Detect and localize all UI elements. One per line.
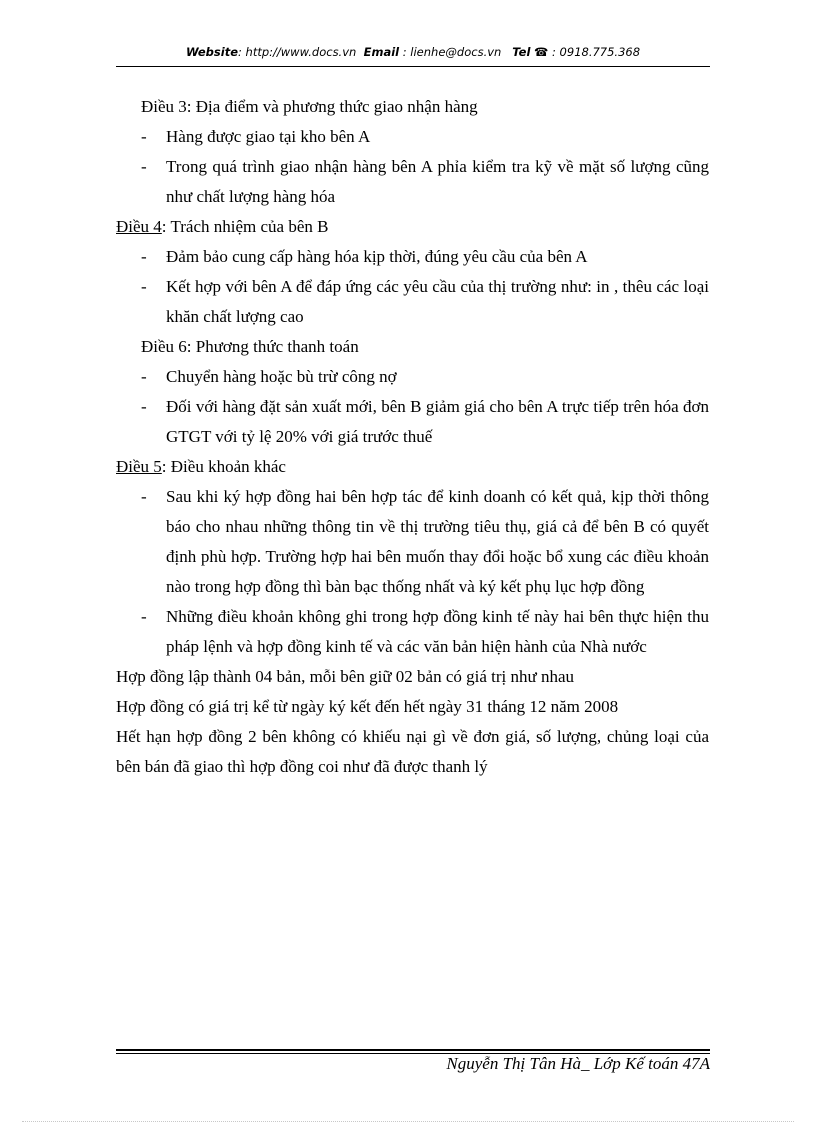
list-item: [116, 242, 709, 272]
dieu5-heading: [116, 452, 709, 482]
dieu4-heading-text: : Trách nhiệm của bên B: [161, 217, 329, 236]
document-body: [116, 92, 709, 782]
dieu5-heading-number: Điều 5: [116, 457, 162, 476]
dash-bullet: -: [141, 247, 147, 266]
website-label: Website: [185, 45, 239, 59]
list-item-text: Những điều khoản không ghi trong hợp đồng kinh tế này hai bên thực hiện thu pháp lệnh và hợp đồng kinh tế và các văn bản hiện hành của Nhà nước: [166, 607, 709, 656]
list-item: [116, 362, 709, 392]
dieu4-heading-number: Điều 4: [116, 217, 162, 236]
footer-author: Nguyễn Thị Tân Hà_ Lớp Kế toán 47A: [446, 1054, 710, 1073]
list-item: [116, 482, 709, 602]
closing-copies: Hợp đồng lập thành 04 bản, mỗi bên giữ 02 bản có giá trị như nhau: [116, 667, 575, 686]
list-item-text: Sau khi ký hợp đồng hai bên hợp tác để kinh doanh có kết quả, kịp thời thông báo cho nhau những thông tin về thị trường tiêu thụ, giá cả để bên B có quyết định phù hợp. Trường hợp hai bên muốn thay đổi hoặc bổ xung các điều khoản nào trong hợp đồng thì bàn bạc thống nhất và ký kết phụ lục hợp đồng: [166, 487, 709, 596]
list-item: [116, 122, 709, 152]
phone-icon: ☎: [534, 45, 549, 59]
email-address: : lienhe@docs.vn: [399, 45, 502, 59]
list-item: [116, 152, 709, 212]
dash-bullet: -: [141, 487, 147, 506]
dash-bullet: -: [141, 157, 147, 176]
closing-liquidation: Hết hạn hợp đồng 2 bên không có khiếu nại gì về đơn giá, số lượng, chủng loại của bên bán đã giao thì hợp đồng coi như đã được thanh lý: [116, 727, 709, 776]
website-url: : http://www.docs.vn: [238, 45, 357, 59]
dieu5-heading-text: : Điều khoản khác: [161, 457, 286, 476]
dash-bullet: -: [141, 277, 147, 296]
closing-validity: Hợp đồng có giá trị kể từ ngày ký kết đến hết ngày 31 tháng 12 năm 2008: [116, 697, 619, 716]
list-item: [116, 272, 709, 332]
dieu5-list: [116, 482, 709, 662]
list-item-text: Đối với hàng đặt sản xuất mới, bên B giảm giá cho bên A trực tiếp trên hóa đơn GTGT với tỷ lệ 20% với giá trước thuế: [166, 397, 709, 446]
dash-bullet: -: [141, 397, 147, 416]
list-item: [116, 602, 709, 662]
page-header: [116, 45, 710, 59]
list-item-text: Kết hợp với bên A để đáp ứng các yêu cầu của thị trường như: in , thêu các loại khăn chất lượng cao: [166, 277, 709, 326]
list-item-text: Đảm bảo cung cấp hàng hóa kịp thời, đúng yêu cầu của bên A: [166, 247, 588, 266]
list-item-text: Hàng được giao tại kho bên A: [166, 127, 371, 146]
dash-bullet: -: [141, 607, 147, 626]
list-item-text: Chuyển hàng hoặc bù trừ công nợ: [166, 367, 397, 386]
list-item: [116, 392, 709, 452]
list-item-text: Trong quá trình giao nhận hàng bên A phỉa kiểm tra kỹ về mặt số lượng cũng như chất lượng hàng hóa: [166, 157, 709, 206]
dieu6-heading: Điều 6: Phương thức thanh toán: [141, 337, 359, 356]
tel-label: Tel: [512, 45, 531, 59]
email-label: Email: [363, 45, 400, 59]
dieu3-heading: Điều 3: Địa điểm và phương thức giao nhận hàng: [141, 97, 478, 116]
dieu3-list: [116, 122, 709, 212]
dash-bullet: -: [141, 367, 147, 386]
phone-number: : 0918.775.368: [552, 45, 641, 59]
page-edge: [22, 1121, 794, 1122]
header-rule: [116, 66, 710, 67]
dieu4-list: [116, 242, 709, 332]
dash-bullet: -: [141, 127, 147, 146]
footer-rule-thick: [116, 1049, 710, 1051]
dieu6-list: [116, 362, 709, 452]
dieu4-heading: [116, 212, 709, 242]
